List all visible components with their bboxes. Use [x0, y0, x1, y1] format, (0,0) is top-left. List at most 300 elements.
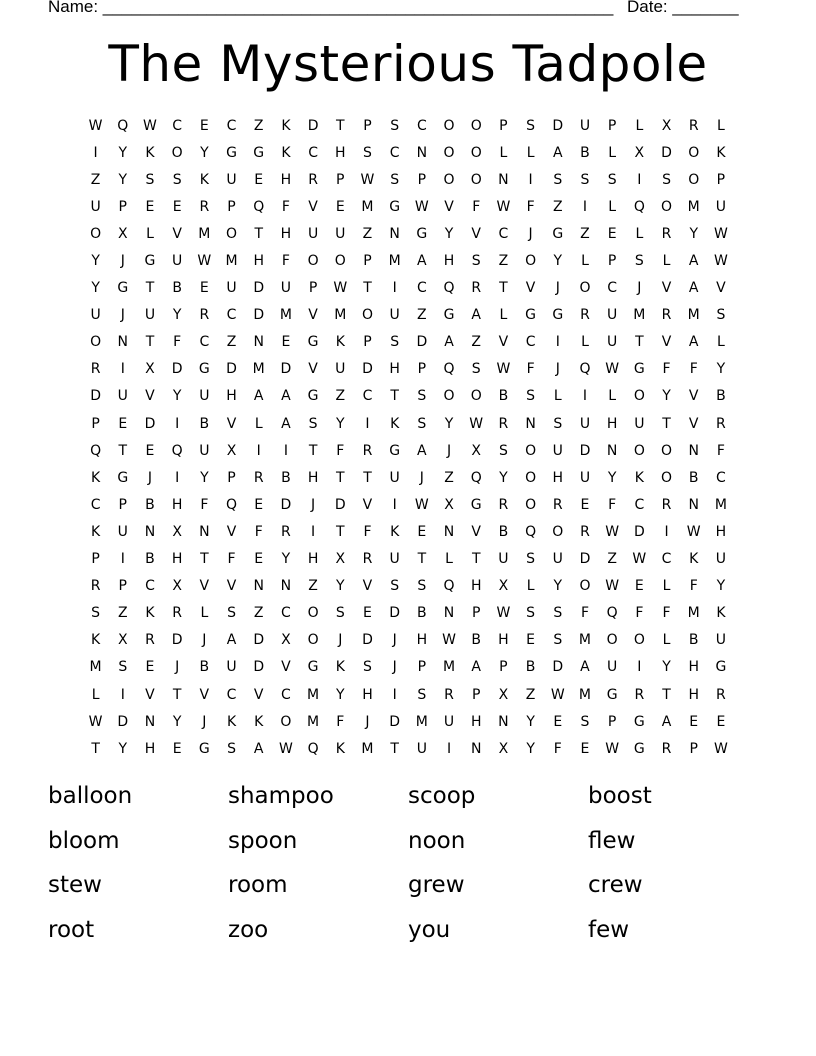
grid-letter: G: [715, 659, 727, 676]
grid-letter: Y: [526, 713, 535, 730]
grid-letter: H: [606, 415, 618, 432]
grid-letter: R: [90, 361, 101, 378]
grid-letter: Q: [90, 442, 102, 459]
grid-letter: T: [499, 280, 508, 297]
grid-letter: L: [662, 632, 671, 649]
grid-letter: A: [417, 253, 427, 270]
grid-letter: Y: [336, 578, 345, 595]
grid-letter: G: [525, 307, 537, 324]
grid-letter: U: [634, 415, 645, 432]
grid-letter: X: [498, 686, 509, 703]
grid-letter: T: [308, 442, 318, 459]
grid-letter: P: [91, 551, 100, 568]
grid-letter: D: [90, 388, 101, 405]
grid-letter: E: [254, 496, 264, 513]
grid-letter: D: [280, 496, 292, 513]
grid-letter: Q: [117, 117, 129, 134]
grid-letter: S: [417, 415, 427, 432]
grid-letter: V: [308, 198, 318, 215]
grid-letter: U: [226, 171, 237, 188]
grid-letter: Z: [471, 334, 482, 351]
word-list-item: noon: [408, 827, 466, 854]
word-list-item: scoop: [408, 783, 476, 809]
grid-letter: O: [90, 334, 102, 351]
grid-letter: E: [607, 225, 617, 242]
grid-letter: A: [444, 334, 454, 351]
grid-letter: I: [175, 415, 180, 432]
grid-letter: W: [278, 740, 293, 757]
grid-letter: P: [417, 171, 427, 188]
grid-letter: K: [91, 469, 101, 486]
grid-letter: I: [256, 442, 261, 459]
grid-letter: N: [443, 523, 455, 540]
grid-letter: Y: [716, 361, 726, 378]
grid-letter: Z: [308, 578, 318, 595]
grid-letter: I: [392, 496, 397, 513]
grid-letter: P: [471, 605, 481, 622]
word-list-item: flew: [588, 827, 636, 854]
grid-letter: B: [281, 469, 291, 486]
grid-letter: H: [470, 578, 482, 595]
grid-letter: N: [470, 740, 482, 757]
grid-letter: D: [307, 117, 319, 134]
grid-letter: T: [471, 551, 481, 568]
grid-letter: X: [335, 551, 346, 568]
grid-letter: E: [199, 117, 209, 134]
grid-letter: H: [171, 496, 183, 513]
grid-letter: Q: [443, 361, 455, 378]
grid-letter: C: [226, 307, 237, 324]
grid-letter: G: [606, 686, 618, 703]
grid-letter: T: [118, 442, 128, 459]
grid-letter: O: [280, 713, 292, 730]
grid-letter: R: [471, 280, 482, 297]
grid-letter: V: [199, 578, 210, 595]
grid-letter: G: [633, 361, 645, 378]
grid-letter: I: [120, 361, 125, 378]
grid-letter: G: [389, 198, 401, 215]
grid-letter: P: [227, 198, 236, 215]
grid-letter: T: [172, 686, 182, 703]
grid-letter: B: [145, 496, 155, 513]
word-list-item: bloom: [48, 827, 120, 854]
grid-letter: N: [443, 605, 455, 622]
grid-letter: S: [662, 171, 671, 188]
grid-letter: R: [688, 117, 699, 134]
grid-letter: A: [281, 415, 291, 432]
grid-letter: V: [226, 415, 237, 432]
grid-letter: S: [498, 442, 508, 459]
grid-letter: C: [226, 117, 237, 134]
grid-letter: J: [338, 632, 343, 649]
grid-letter: V: [525, 280, 536, 297]
grid-letter: O: [307, 253, 319, 270]
grid-letter: V: [281, 659, 291, 676]
grid-letter: R: [199, 307, 210, 324]
grid-letter: V: [226, 578, 237, 595]
grid-letter: F: [254, 523, 263, 540]
grid-letter: G: [307, 388, 319, 405]
grid-row: [82, 275, 735, 302]
word-list: [48, 776, 768, 954]
grid-letter: Y: [716, 578, 726, 595]
grid-letter: N: [253, 334, 264, 351]
grid-letter: C: [498, 225, 509, 242]
grid-letter: O: [606, 632, 618, 649]
grid-letter: D: [280, 361, 292, 378]
grid-letter: D: [253, 307, 265, 324]
grid-letter: U: [199, 388, 210, 405]
grid-letter: R: [580, 523, 590, 540]
grid-letter: J: [175, 659, 180, 676]
grid-letter: B: [525, 659, 536, 676]
grid-letter: O: [661, 442, 673, 459]
grid-letter: D: [362, 632, 373, 649]
grid-letter: V: [308, 361, 318, 378]
grid-letter: D: [579, 442, 591, 459]
grid-letter: K: [335, 334, 345, 351]
grid-letter: H: [688, 686, 699, 703]
grid-letter: T: [200, 551, 209, 568]
grid-letter: L: [91, 686, 100, 703]
grid-letter: E: [281, 334, 291, 351]
grid-letter: N: [199, 523, 210, 540]
grid-letter: R: [661, 740, 672, 757]
grid-letter: Z: [525, 686, 536, 703]
grid-letter: O: [443, 388, 455, 405]
grid-letter: U: [498, 551, 509, 568]
grid-row: [82, 627, 735, 654]
grid-letter: O: [579, 280, 591, 297]
grid-letter: O: [633, 442, 645, 459]
grid-letter: P: [336, 171, 345, 188]
grid-letter: X: [172, 523, 182, 540]
grid-letter: P: [118, 496, 127, 513]
grid-letter: D: [253, 659, 265, 676]
grid-letter: K: [335, 659, 345, 676]
grid-letter: Q: [606, 605, 618, 622]
grid-letter: U: [117, 388, 128, 405]
grid-letter: H: [253, 253, 264, 270]
grid-letter: Z: [417, 307, 427, 324]
grid-letter: R: [661, 225, 672, 242]
grid-letter: C: [308, 144, 318, 161]
grid-letter: H: [362, 686, 373, 703]
grid-letter: E: [145, 442, 155, 459]
grid-letter: X: [145, 361, 155, 378]
grid-letter: W: [360, 171, 375, 188]
grid-letter: N: [525, 415, 536, 432]
grid-letter: E: [716, 713, 726, 730]
grid-letter: J: [637, 280, 642, 297]
grid-letter: Y: [499, 469, 508, 486]
grid-letter: H: [226, 388, 237, 405]
grid-letter: O: [525, 442, 537, 459]
grid-letter: J: [392, 632, 397, 649]
grid-letter: J: [419, 469, 424, 486]
grid-letter: C: [389, 144, 400, 161]
grid-letter: W: [88, 713, 103, 730]
grid-letter: S: [607, 171, 617, 188]
grid-letter: S: [390, 578, 400, 595]
grid-letter: M: [334, 307, 347, 324]
grid-letter: Y: [336, 686, 345, 703]
grid-letter: Y: [607, 469, 617, 486]
grid-letter: H: [144, 740, 156, 757]
grid-letter: A: [417, 442, 427, 459]
grid-letter: T: [336, 117, 345, 134]
grid-letter: N: [688, 496, 699, 513]
grid-letter: L: [200, 605, 209, 622]
grid-letter: V: [145, 388, 155, 405]
grid-letter: G: [117, 469, 129, 486]
grid-letter: N: [253, 578, 264, 595]
grid-letter: H: [171, 551, 183, 568]
grid-letter: U: [90, 307, 101, 324]
grid-letter: C: [199, 334, 210, 351]
grid-letter: I: [528, 171, 533, 188]
grid-letter: H: [443, 253, 455, 270]
grid-letter: K: [145, 605, 155, 622]
grid-letter: F: [635, 605, 644, 622]
grid-letter: I: [120, 551, 125, 568]
grid-letter: D: [389, 713, 401, 730]
grid-letter: A: [253, 388, 264, 405]
grid-letter: O: [307, 632, 319, 649]
grid-row: [82, 302, 735, 329]
grid-letter: U: [117, 523, 128, 540]
grid-letter: F: [281, 198, 290, 215]
grid-row: [82, 546, 735, 573]
grid-letter: O: [525, 253, 537, 270]
grid-letter: O: [361, 307, 373, 324]
grid-letter: Q: [525, 523, 537, 540]
grid-letter: D: [552, 117, 564, 134]
grid-letter: Y: [200, 469, 209, 486]
word-list-item: crew: [588, 872, 643, 898]
grid-letter: U: [443, 713, 455, 730]
grid-letter: I: [93, 144, 98, 161]
grid-letter: R: [172, 605, 183, 622]
grid-letter: R: [90, 578, 101, 595]
grid-letter: F: [336, 713, 345, 730]
grid-letter: U: [416, 740, 427, 757]
grid-letter: W: [605, 361, 620, 378]
grid-letter: X: [226, 442, 237, 459]
grid-letter: Z: [444, 469, 454, 486]
grid-letter: U: [226, 659, 237, 676]
grid-letter: Z: [226, 334, 237, 351]
grid-letter: X: [117, 632, 128, 649]
grid-letter: J: [120, 307, 125, 324]
grid-letter: R: [661, 307, 672, 324]
grid-letter: M: [361, 198, 374, 215]
grid-letter: O: [633, 632, 645, 649]
word-list-item: zoo: [228, 916, 269, 943]
grid-letter: O: [470, 388, 482, 405]
grid-letter: Q: [253, 198, 265, 215]
grid-letter: B: [716, 388, 726, 405]
grid-letter: U: [579, 117, 591, 134]
grid-letter: R: [444, 686, 454, 703]
word-search-grid: [82, 112, 735, 762]
grid-letter: O: [171, 144, 183, 161]
grid-letter: J: [555, 280, 560, 297]
grid-letter: L: [581, 253, 589, 270]
grid-letter: I: [637, 659, 642, 676]
grid-letter: E: [254, 551, 264, 568]
grid-letter: M: [415, 713, 428, 730]
grid-letter: Y: [526, 740, 535, 757]
grid-letter: Y: [662, 388, 671, 405]
grid-letter: M: [252, 361, 265, 378]
grid-letter: G: [144, 253, 156, 270]
grid-letter: E: [335, 198, 345, 215]
grid-letter: X: [471, 442, 482, 459]
word-list-item: you: [408, 916, 451, 943]
grid-letter: C: [172, 117, 183, 134]
grid-row: [82, 410, 735, 437]
grid-letter: H: [280, 171, 292, 188]
grid-letter: D: [144, 415, 156, 432]
grid-letter: A: [661, 713, 672, 730]
grid-letter: O: [688, 144, 700, 161]
grid-letter: C: [281, 605, 291, 622]
grid-letter: K: [145, 144, 155, 161]
grid-letter: A: [688, 253, 699, 270]
name-field-line: Name: ______________________________________________________: [48, 0, 614, 16]
grid-letter: B: [688, 632, 699, 649]
grid-letter: D: [389, 605, 401, 622]
grid-letter: V: [661, 334, 672, 351]
grid-letter: D: [253, 280, 265, 297]
grid-letter: C: [634, 496, 645, 513]
grid-letter: U: [280, 280, 292, 297]
grid-letter: S: [580, 171, 590, 188]
grid-letter: S: [526, 388, 536, 405]
grid-letter: O: [579, 578, 591, 595]
grid-row: [82, 735, 735, 762]
grid-letter: L: [717, 117, 725, 134]
grid-letter: A: [253, 740, 264, 757]
grid-letter: Z: [362, 225, 373, 242]
grid-letter: R: [716, 415, 726, 432]
grid-letter: O: [226, 225, 238, 242]
grid-letter: Q: [226, 496, 238, 513]
grid-letter: Y: [336, 415, 345, 432]
grid-letter: U: [715, 198, 727, 215]
grid-letter: L: [581, 334, 589, 351]
grid-letter: L: [717, 334, 725, 351]
grid-letter: M: [714, 496, 727, 513]
grid-letter: F: [580, 605, 589, 622]
grid-letter: W: [632, 551, 647, 568]
grid-letter: Y: [172, 713, 182, 730]
page-title: The Mysterious Tadpole: [108, 35, 708, 93]
grid-letter: C: [716, 469, 726, 486]
grid-letter: L: [662, 578, 671, 595]
grid-row: [82, 491, 735, 518]
grid-letter: B: [471, 632, 482, 649]
grid-letter: S: [118, 659, 128, 676]
grid-letter: B: [688, 469, 699, 486]
grid-letter: M: [578, 632, 592, 649]
grid-letter: K: [91, 632, 101, 649]
grid-letter: J: [528, 225, 533, 242]
grid-letter: Z: [117, 605, 128, 622]
grid-letter: U: [607, 659, 618, 676]
grid-letter: O: [661, 198, 673, 215]
grid-letter: M: [687, 307, 700, 324]
grid-letter: K: [634, 469, 644, 486]
grid-letter: O: [443, 144, 455, 161]
grid-letter: O: [470, 171, 482, 188]
grid-letter: L: [662, 253, 671, 270]
grid-letter: C: [90, 496, 101, 513]
grid-letter: U: [389, 551, 400, 568]
grid-letter: O: [688, 171, 700, 188]
grid-letter: G: [470, 496, 482, 513]
grid-letter: F: [662, 605, 671, 622]
grid-letter: L: [635, 225, 644, 242]
grid-row: [82, 437, 735, 464]
grid-letter: W: [414, 198, 429, 215]
grid-letter: W: [442, 632, 456, 649]
grid-letter: Y: [281, 551, 291, 568]
grid-letter: H: [688, 659, 699, 676]
grid-letter: I: [392, 280, 397, 297]
grid-letter: F: [173, 334, 182, 351]
grid-letter: T: [417, 551, 427, 568]
grid-letter: S: [634, 253, 644, 270]
grid-letter: Z: [607, 551, 617, 568]
grid-letter: W: [605, 523, 620, 540]
grid-letter: P: [499, 117, 508, 134]
grid-letter: N: [144, 713, 156, 730]
grid-letter: T: [254, 225, 263, 242]
grid-letter: X: [117, 225, 128, 242]
grid-letter: P: [363, 334, 372, 351]
grid-letter: P: [607, 117, 617, 134]
grid-letter: N: [498, 171, 509, 188]
grid-letter: N: [117, 334, 129, 351]
grid-letter: M: [198, 225, 211, 242]
grid-letter: V: [308, 307, 318, 324]
word-list-item: stew: [48, 872, 102, 898]
grid-letter: Y: [444, 225, 454, 242]
grid-letter: I: [120, 686, 125, 703]
grid-letter: T: [662, 415, 671, 432]
grid-letter: R: [661, 496, 672, 513]
grid-letter: W: [496, 198, 511, 215]
grid-letter: M: [687, 605, 700, 622]
grid-letter: T: [145, 334, 155, 351]
grid-letter: F: [553, 740, 562, 757]
grid-letter: I: [582, 388, 588, 405]
word-list-item: balloon: [48, 783, 133, 809]
grid-row: [82, 383, 735, 410]
grid-letter: U: [199, 442, 210, 459]
grid-letter: C: [145, 578, 155, 595]
grid-letter: W: [197, 253, 212, 270]
grid-letter: J: [311, 496, 316, 513]
grid-letter: U: [607, 307, 618, 324]
grid-letter: A: [471, 659, 481, 676]
grid-row: [82, 193, 735, 220]
grid-letter: P: [689, 740, 698, 757]
grid-letter: E: [199, 280, 209, 297]
grid-letter: I: [392, 686, 397, 703]
